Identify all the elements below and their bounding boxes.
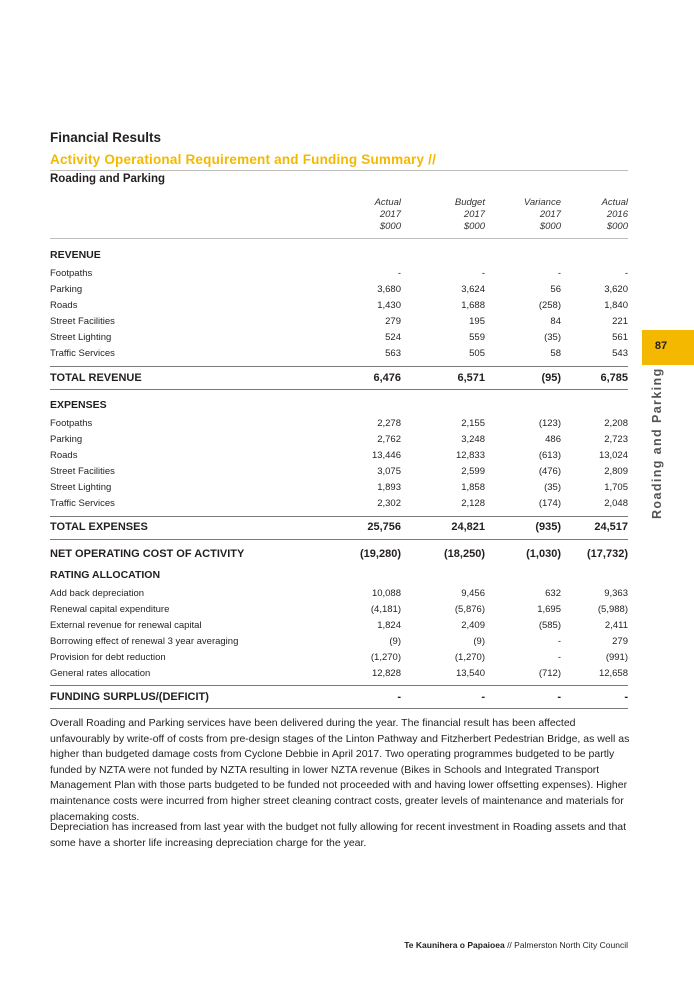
page-heading: Financial Results bbox=[50, 130, 162, 145]
expenses-total-rule-bottom bbox=[50, 539, 628, 540]
table-row: Parking 2,762 3,248 486 2,723 bbox=[50, 434, 628, 445]
expenses-total-rule-top bbox=[50, 516, 628, 517]
table-row: Street Facilities 3,075 2,599 (476) 2,809 bbox=[50, 466, 628, 477]
column-header-variance-2017: Variance 2017 $000 bbox=[523, 197, 561, 232]
table-row: Street Lighting 1,893 1,858 (35) 1,705 bbox=[50, 482, 628, 493]
table-row: Traffic Services 2,302 2,128 (174) 2,048 bbox=[50, 498, 628, 509]
header-rule bbox=[50, 238, 628, 239]
table-row: Borrowing effect of renewal 3 year averaging (9) (9) - 279 bbox=[50, 636, 628, 647]
side-section-label: Roading and Parking bbox=[650, 367, 664, 519]
table-row: Traffic Services 563 505 58 543 bbox=[50, 348, 628, 359]
funding-rule-top bbox=[50, 685, 628, 686]
revenue-total-rule-top bbox=[50, 366, 628, 367]
revenue-title: REVENUE bbox=[50, 249, 101, 261]
funding-rule-bottom bbox=[50, 708, 628, 709]
section-title: Roading and Parking bbox=[50, 173, 166, 185]
top-rule bbox=[50, 170, 628, 171]
table-row: Roads 13,446 12,833 (613) 13,024 bbox=[50, 450, 628, 461]
table-row: Renewal capital expenditure (4,181) (5,876) 1,695 (5,988) bbox=[50, 604, 628, 615]
footer-council-name: // Palmerston North City Council bbox=[504, 940, 628, 950]
column-header-actual-2017: Actual 2017 $000 bbox=[374, 197, 401, 232]
footer-council-maori-name: Te Kaunihera o Papaioea bbox=[404, 940, 505, 950]
column-header-budget-2017: Budget 2017 $000 bbox=[454, 197, 485, 232]
table-subheading: Activity Operational Requirement and Funding Summary // bbox=[50, 152, 437, 167]
table-row: Add back depreciation 10,088 9,456 632 9,363 bbox=[50, 588, 628, 599]
table-row: Footpaths - - - - bbox=[50, 268, 628, 279]
commentary-paragraph: Overall Roading and Parking services have been delivered during the year. The financial result has been affected unfavourably by write-off of costs from pre-design stages of the Linton Pathway and Fitzherbert Pedestrian Bridge, as well as higher than budgeted damage costs from Cyclone Debbie in April 2017. Two operating programmes budgeted to be partly funded by NZTA were not funded by NZTA resulting in lower NZTA revenue (Bikes in Schools and Integrated Transport Management Plan with those parts budgeted to be funded not proceeded with and having lower offsetting expenses). Higher maintenance costs were incurred from higher street cleaning contract costs, greater levels of maintenance and materials for placemaking costs. bbox=[50, 717, 630, 823]
table-row: General rates allocation 12,828 13,540 (712) 12,658 bbox=[50, 668, 628, 679]
total-revenue-row: TOTAL REVENUE 6,476 6,571 (95) 6,785 bbox=[50, 372, 628, 384]
page-number: 87 bbox=[654, 340, 668, 352]
table-row: Roads 1,430 1,688 (258) 1,840 bbox=[50, 300, 628, 311]
table-row: Parking 3,680 3,624 56 3,620 bbox=[50, 284, 628, 295]
table-row: Street Facilities 279 195 84 221 bbox=[50, 316, 628, 327]
table-row: Street Lighting 524 559 (35) 561 bbox=[50, 332, 628, 343]
table-row: External revenue for renewal capital 1,824 2,409 (585) 2,411 bbox=[50, 620, 628, 631]
page-number-tab bbox=[642, 330, 694, 365]
net-operating-cost-row: NET OPERATING COST OF ACTIVITY (19,280) (18,250) (1,030) (17,732) bbox=[50, 548, 628, 560]
column-header-actual-2016: Actual 2016 $000 bbox=[601, 197, 628, 232]
revenue-total-rule-bottom bbox=[50, 389, 628, 390]
expenses-title: EXPENSES bbox=[50, 399, 107, 411]
rating-allocation-title: RATING ALLOCATION bbox=[50, 569, 161, 581]
funding-surplus-row: FUNDING SURPLUS/(DEFICIT) - - - - bbox=[50, 691, 628, 703]
page-footer bbox=[404, 940, 628, 950]
table-row: Footpaths 2,278 2,155 (123) 2,208 bbox=[50, 418, 628, 429]
table-row: Provision for debt reduction (1,270) (1,270) - (991) bbox=[50, 652, 628, 663]
total-expenses-row: TOTAL EXPENSES 25,756 24,821 (935) 24,517 bbox=[50, 521, 628, 533]
commentary-paragraph: Depreciation has increased from last year with the budget not fully allowing for recent investment in Roading assets and that some have a shorter life increasing depreciation charge for the year. bbox=[50, 821, 627, 849]
